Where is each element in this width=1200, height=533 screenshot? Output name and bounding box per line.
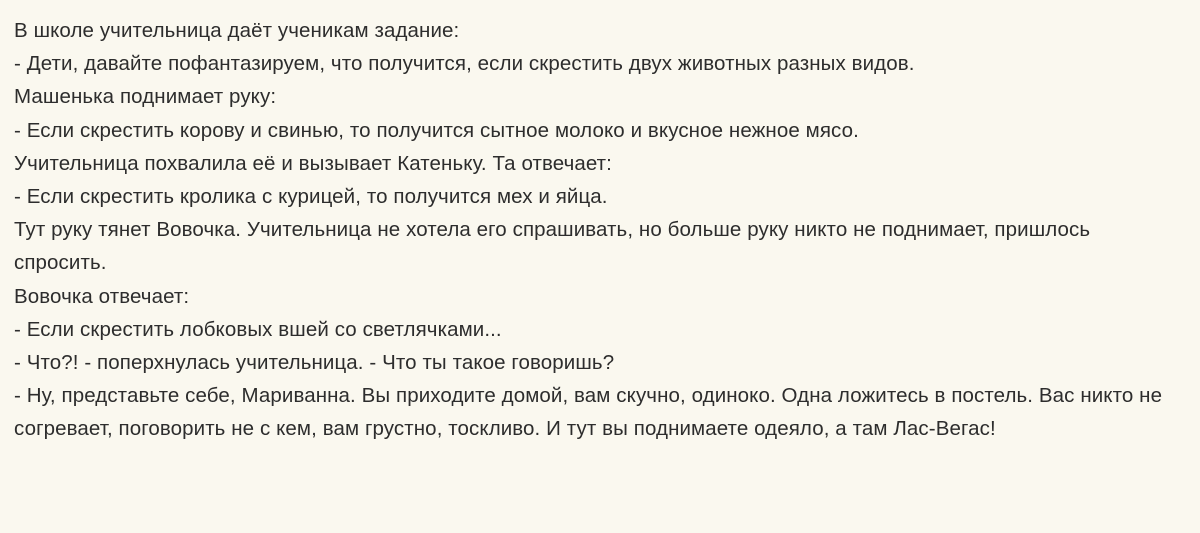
text-line: - Если скрестить лобковых вшей со светлячками... bbox=[14, 317, 502, 341]
text-line: - Ну, представьте себе, Мариванна. Вы приходите домой, вам скучно, одиноко. Одна ложитесь в постель. Вас никто не согревает, поговорить не с кем, вам грустно, тоскливо. И тут вы поднимаете одеяло, а там Лас-Вегас! bbox=[14, 384, 1163, 441]
text-line: Тут руку тянет Вовочка. Учительница не хотела его спрашивать, но больше руку никто не поднимает, пришлось спросить. bbox=[14, 218, 1091, 275]
text-line: - Что?! - поперхнулась учительница. - Что ты такое говоришь? bbox=[14, 351, 615, 375]
text-line: В школе учительница даёт ученикам задание: bbox=[14, 19, 460, 42]
text-line: - Если скрестить корову и свинью, то получится сытное молоко и вкусное нежное мясо. bbox=[14, 118, 859, 142]
text-line: Вовочка отвечает: bbox=[14, 284, 190, 308]
text-line: - Если скрестить кролика с курицей, то получится мех и яйца. bbox=[14, 185, 608, 209]
text-line: - Дети, давайте пофантазируем, что получится, если скрестить двух животных разных видов. bbox=[14, 52, 915, 76]
joke-text-body bbox=[14, 14, 1182, 446]
text-line: Учительница похвалила её и вызывает Катеньку. Та отвечает: bbox=[14, 151, 612, 175]
text-line: Машенька поднимает руку: bbox=[14, 85, 277, 109]
